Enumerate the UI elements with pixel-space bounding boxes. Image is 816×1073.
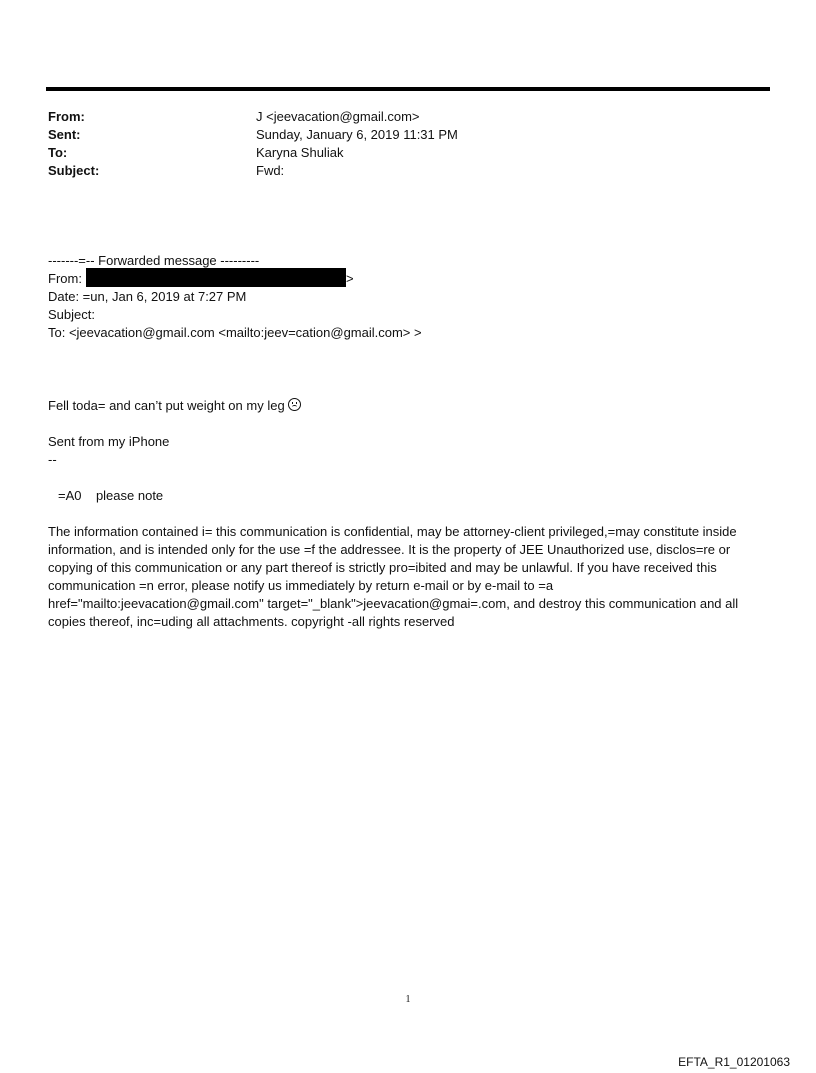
to-value: Karyna Shuliak bbox=[256, 145, 344, 160]
sent-label: Sent: bbox=[48, 127, 81, 142]
please-note: =A0 please note bbox=[58, 488, 164, 503]
forwarded-subject: Subject: bbox=[48, 307, 95, 322]
from-value: J <jeevacation@gmail.com> bbox=[256, 109, 420, 124]
forwarded-from-label: From: bbox=[48, 271, 82, 286]
bates-number: EFTA_R1_01201063 bbox=[678, 1055, 790, 1069]
from-label: From: bbox=[48, 109, 85, 124]
signature: Sent from my iPhone bbox=[48, 434, 170, 449]
message-body-text: Fell toda= and can’t put weight on my leg bbox=[48, 398, 285, 413]
forwarded-banner: -------=-- Forwarded message --------- bbox=[48, 253, 260, 268]
disclaimer: The information contained i= this communication is confidential, may be attorney-client privileged,=may constitute inside information, and is intended only for the use =f the addressee. It is the property of JEE Unauthorized use, disclos=re or copying of this communication or any part thereof is strictly pro=ibited and may be unlawful. If you have received this communication =n error, please notify us immediately by return e-mail or by e-mail to =a href="mailto:jeevacation@gmail.com" target="_blank">jeevacation@gmai=.com, and destroy this communication and all copies thereof, inc=uding all attachments. copyright -all rights reserved bbox=[48, 524, 739, 629]
message-body bbox=[48, 397, 768, 415]
header-rule bbox=[46, 87, 770, 91]
subject-value: Fwd: bbox=[256, 163, 285, 178]
sent-value: Sunday, January 6, 2019 11:31 PM bbox=[256, 127, 458, 142]
forwarded-date: Date: =un, Jan 6, 2019 at 7:27 PM bbox=[48, 289, 247, 304]
page-number: 1 bbox=[405, 994, 411, 1005]
forwarded-from-tail: > bbox=[346, 271, 354, 286]
sad-face-icon bbox=[288, 398, 301, 411]
forwarded-to: To: <jeevacation@gmail.com <mailto:jeev=cation@gmail.com> > bbox=[48, 325, 422, 340]
to-label: To: bbox=[48, 145, 68, 160]
subject-label: Subject: bbox=[48, 163, 100, 178]
signature-dashes: -- bbox=[48, 452, 57, 467]
redaction-box bbox=[86, 268, 346, 287]
